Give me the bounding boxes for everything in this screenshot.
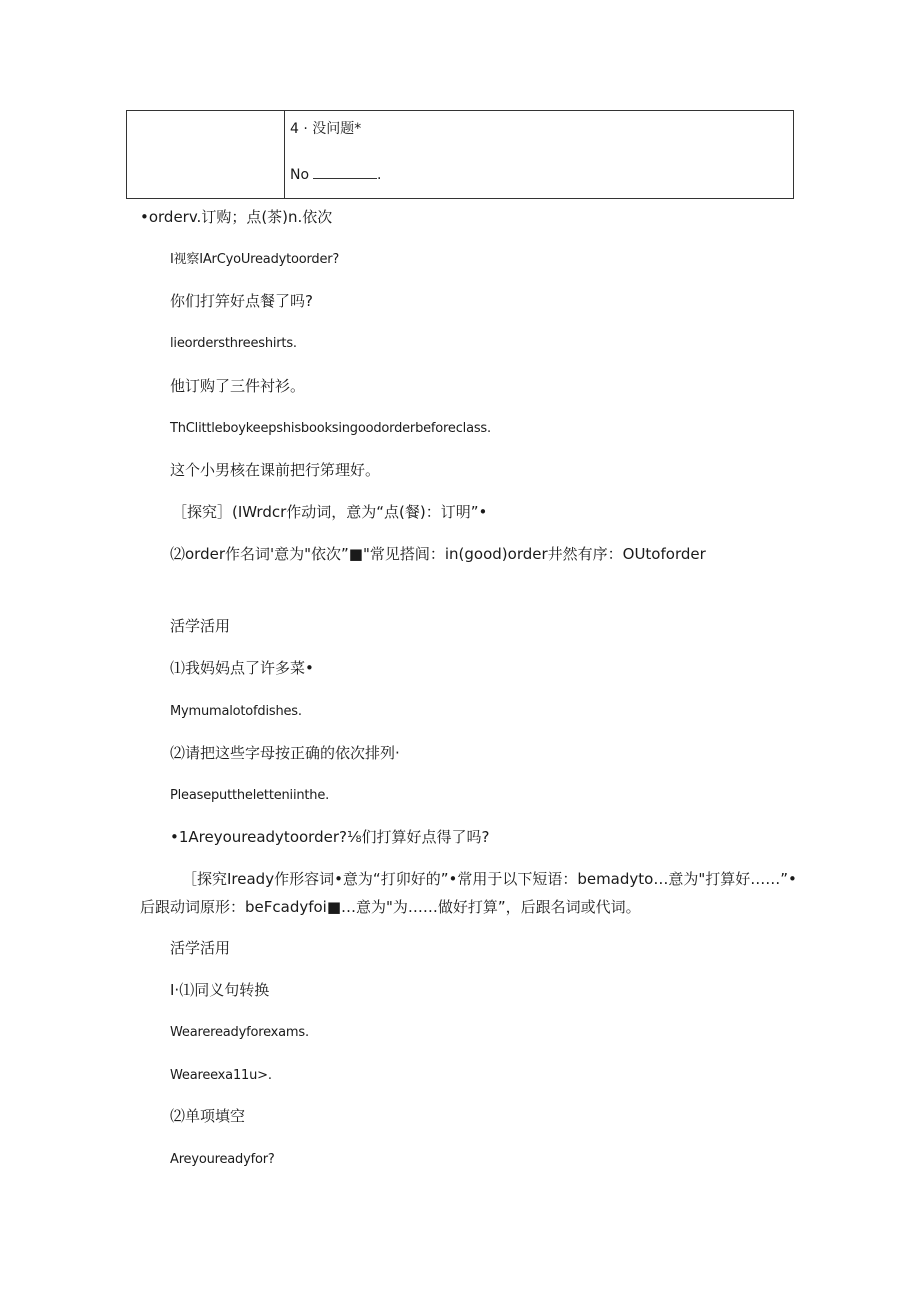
practice-1-q2: ⑵请把这些字母按正确的依次排列· — [170, 744, 400, 762]
practice-2-q1: I·⑴同义句转换 — [170, 981, 270, 999]
table-cell-right — [285, 111, 793, 198]
example-3-en: ThClittleboykeepshisbooksingoodorderbeforeclass. — [170, 421, 491, 436]
table-cell-left — [127, 111, 285, 198]
practice-2-s2: Weareexa11u>. — [170, 1068, 272, 1083]
example-3-cn: 这个小男核在课前把行笫理好。 — [170, 461, 381, 479]
practice-2-s3: Areyoureadyfor? — [170, 1152, 275, 1167]
answer-prefix: No — [290, 167, 310, 183]
table-item-title: 4 · 没问题* — [290, 121, 362, 137]
example-2-en: lieordersthreeshirts. — [170, 336, 297, 351]
practice-1-a1: Mymumalotofdishes. — [170, 704, 302, 719]
practice-heading-2: 活学活用 — [170, 939, 231, 957]
example-1-cn: 你们打笄好点餐了吗? — [170, 292, 313, 310]
vocab-table — [126, 110, 794, 199]
answer-suffix: . — [377, 167, 382, 183]
explore-2: ⑵order作名词'意为"依次”■"常见搭闾：in(good)order井然有序：OUtoforder — [170, 545, 706, 563]
explore-3-line2: 后跟动词原形：beFcadyfoi■…意为"为……做好打算”，后跟名词或代词。 — [140, 898, 641, 916]
answer-blank[interactable] — [313, 166, 377, 179]
order-heading: •orderv.订购；点(茶)n.依次 — [140, 208, 333, 226]
practice-2-q2: ⑵单项填空 — [170, 1107, 246, 1125]
practice-2-s1: Wearereadyforexams. — [170, 1025, 309, 1040]
practice-1-a2: Pleaseputtheletteniinthe. — [170, 788, 330, 803]
explore-1: ［探究］(IWrdcr作动词，意为“点(餐)：订明”• — [172, 503, 488, 521]
practice-1-q1: ⑴我妈妈点了许多菜• — [170, 659, 314, 677]
ready-heading: •1Areyoureadytoorder?⅛们打算好点得了吗? — [170, 828, 490, 846]
practice-heading-1: 活学活用 — [170, 617, 231, 635]
table-item-answer — [290, 166, 382, 183]
example-2-cn: 他订购了三件衬衫。 — [170, 377, 306, 395]
example-1-en: I视察IArCyoUreadytoorder? — [170, 252, 340, 267]
explore-3-line1: ［探究Iready作形容词•意为“打卯好的”•常用于以下短语：bemadyto…意为"打算好……”• — [182, 870, 797, 888]
